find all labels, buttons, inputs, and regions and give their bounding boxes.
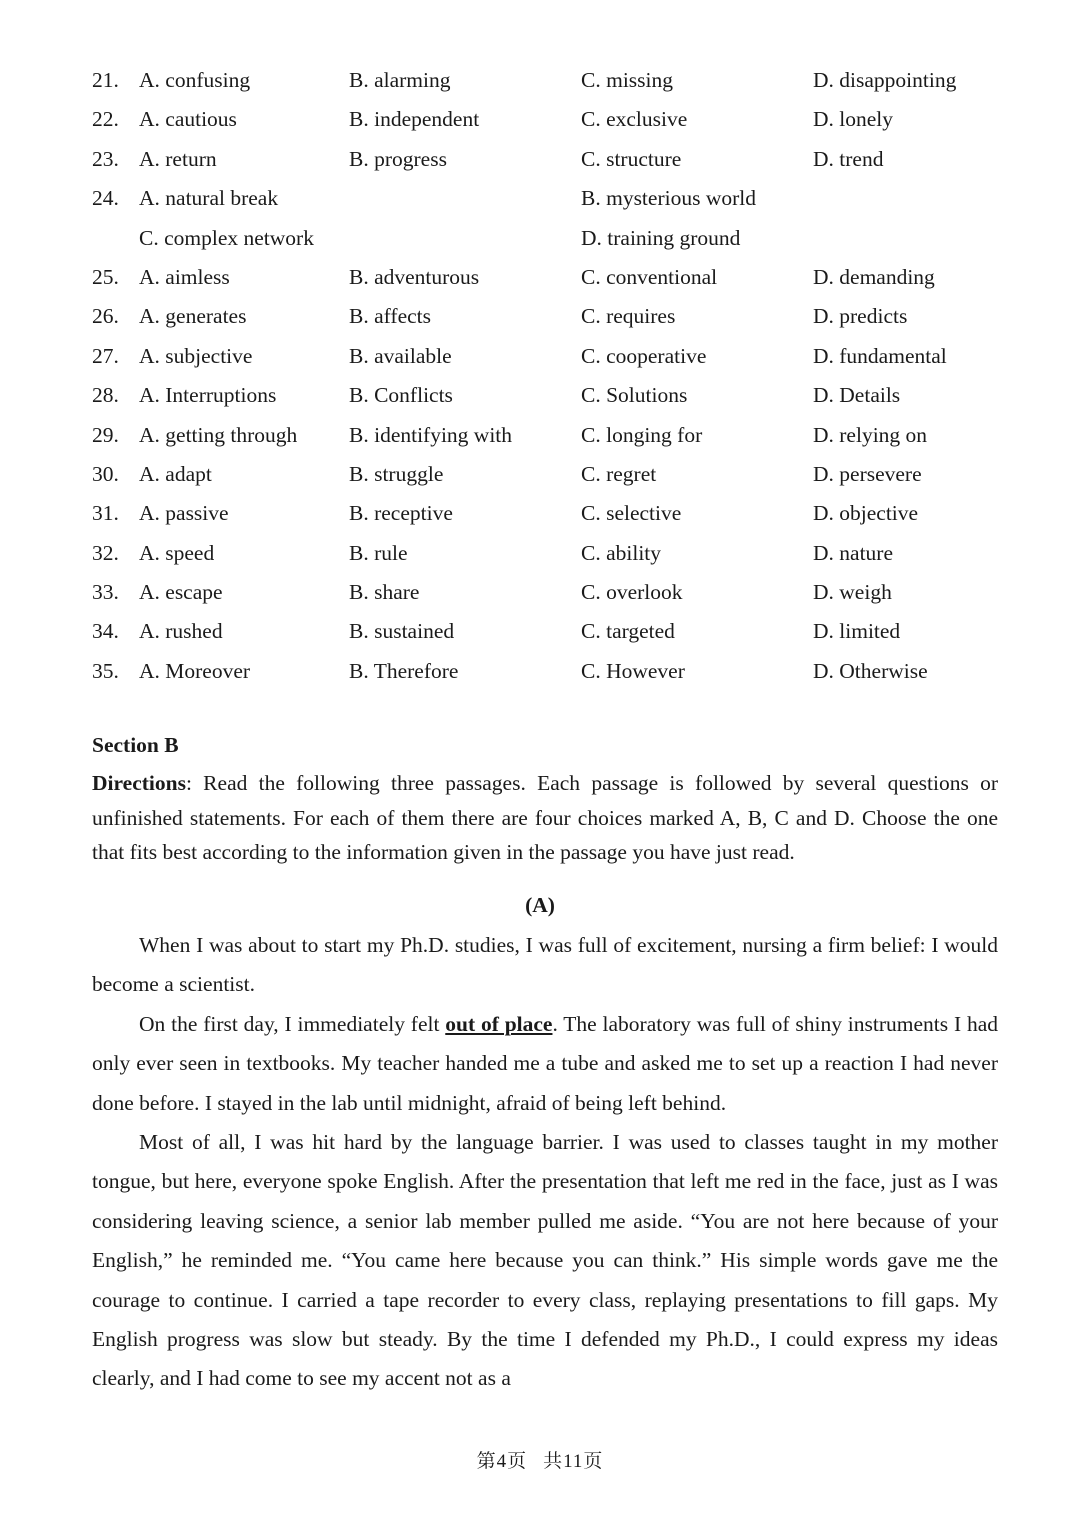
option-d: D. Details (813, 383, 901, 408)
question-number: 27. (92, 343, 119, 368)
question-number: 29. (92, 422, 119, 447)
question-row (92, 297, 1002, 336)
option-b: B. Conflicts (349, 383, 453, 408)
passage-body (92, 926, 998, 1399)
option-a: A. speed (139, 540, 215, 565)
option-b: B. independent (349, 107, 480, 132)
option-c: C. requires (581, 304, 676, 329)
question-row (92, 258, 1002, 297)
option-d: D. demanding (813, 264, 935, 289)
question-number: 22. (92, 107, 119, 132)
question-number: 21. (92, 68, 119, 92)
option-a: A. getting through (139, 422, 298, 447)
underlined-phrase: out of place (445, 1011, 553, 1036)
option-d: D. relying on (813, 422, 928, 447)
option-b: B. share (349, 580, 420, 605)
page-total: 共11页 (543, 1451, 604, 1472)
question-row (92, 61, 1002, 100)
option-d: D. weigh (813, 580, 892, 605)
option-b: B. Therefore (349, 658, 459, 683)
option-d: D. lonely (813, 107, 894, 132)
option-d: D. objective (813, 501, 919, 526)
option-c: C. selective (581, 501, 682, 526)
option-c: C. cooperative (581, 343, 707, 368)
passage-paragraph: When I was about to start my Ph.D. studies, I was full of excitement, nursing a firm belief: I would become a scientist. (92, 933, 998, 997)
option-c: C. However (581, 658, 685, 683)
option-a: A. rushed (139, 619, 223, 644)
option-a: A. Moreover (139, 658, 251, 683)
question-number: 33. (92, 580, 119, 605)
option-c: C. targeted (581, 619, 675, 644)
option-b: B. affects (349, 304, 431, 329)
page-footer (0, 1446, 1080, 1473)
question-number: 24. (92, 186, 119, 211)
question-number: 35. (92, 658, 119, 683)
question-row (92, 612, 1002, 651)
option-c: C. exclusive (581, 107, 688, 132)
question-row (92, 573, 1002, 612)
passage-label: (A) (525, 893, 555, 917)
option-a: A. subjective (139, 343, 253, 368)
option-d: D. persevere (813, 461, 922, 486)
question-row (92, 534, 1002, 573)
question-number: 28. (92, 383, 119, 408)
question-number: 30. (92, 461, 119, 486)
option-c: C. conventional (581, 264, 718, 289)
option-d: D. nature (813, 540, 893, 565)
passage-text: On the first day, I immediately felt (139, 1011, 446, 1036)
question-row (92, 100, 1002, 139)
option-b: B. adventurous (349, 264, 480, 289)
option-a: A. natural break (139, 186, 279, 211)
option-d: D. disappointing (813, 68, 957, 92)
option-d: D. trend (813, 146, 884, 171)
section-title: Section B (92, 733, 179, 757)
option-a: A. Interruptions (139, 383, 277, 408)
passage-text: . The laboratory was full of shiny instruments I had only ever seen in textbooks. My teacher handed me a tube and asked me to set up a reaction I had never done before. I stayed in the lab until midnight, afraid of being left behind. (92, 1011, 998, 1115)
question-row (92, 652, 1002, 691)
question-row (92, 455, 1002, 494)
question-row (92, 179, 1002, 218)
question-number: 31. (92, 501, 119, 526)
option-a: A. adapt (139, 461, 212, 486)
option-d: D. fundamental (813, 343, 947, 368)
option-b: B. alarming (349, 68, 451, 92)
question-row (92, 337, 1002, 376)
question-number: 34. (92, 619, 119, 644)
question-number: 25. (92, 264, 119, 289)
question-row (92, 140, 1002, 179)
page-number: 第4页 (476, 1451, 528, 1472)
option-a: A. cautious (139, 107, 237, 132)
option-c: C. missing (581, 68, 673, 92)
option-c: B. mysterious world (581, 186, 756, 211)
option-b: B. identifying with (349, 422, 513, 447)
option-a: A. passive (139, 501, 229, 526)
option-c: C. overlook (581, 580, 683, 605)
option-c: C. ability (581, 540, 662, 565)
option-c: C. longing for (581, 422, 703, 447)
option-a: C. complex network (139, 225, 314, 250)
option-c: C. Solutions (581, 383, 688, 408)
option-a: A. confusing (139, 68, 251, 92)
passage-paragraph: Most of all, I was hit hard by the language barrier. I was used to classes taught in my mother tongue, but here, everyone spoke English. After the presentation that left me red in the face, just as I was considering leaving science, a senior lab member pulled me aside. “You are not here because of your English,” he reminded me. “You came here because you can think.” His simple words gave me the courage to continue. I carried a tape recorder to every class, replaying presentations to fill gaps. My English progress was slow but steady. By the time I defended my Ph.D., I could express my ideas clearly, and I had come to see my accent not as a (92, 1130, 998, 1391)
question-number: 26. (92, 304, 119, 329)
option-c: D. training ground (581, 225, 741, 250)
question-row (92, 494, 1002, 533)
option-a: A. aimless (139, 264, 230, 289)
question-options-list (92, 61, 1002, 691)
directions-label: Directions (92, 771, 186, 795)
option-a: A. escape (139, 580, 223, 605)
option-c: C. regret (581, 461, 657, 486)
passage-paragraph (92, 1005, 998, 1123)
option-d: D. limited (813, 619, 901, 644)
option-c: C. structure (581, 146, 682, 171)
question-row (92, 376, 1002, 415)
option-d: D. Otherwise (813, 658, 928, 683)
directions-text: : Read the following three passages. Each passage is followed by several questions or unfinished statements. For each of them there are four choices marked A, B, C and D. Choose the one that fits best according to the information given in the passage you have just read. (92, 771, 998, 865)
option-b: B. sustained (349, 619, 455, 644)
option-a: A. return (139, 146, 217, 171)
section-directions (92, 766, 998, 870)
option-d: D. predicts (813, 304, 908, 329)
option-b: B. available (349, 343, 452, 368)
option-b: B. struggle (349, 461, 444, 486)
option-b: B. receptive (349, 501, 453, 526)
question-row (92, 416, 1002, 455)
option-b: B. progress (349, 146, 447, 171)
question-number: 32. (92, 540, 119, 565)
question-number: 23. (92, 146, 119, 171)
option-a: A. generates (139, 304, 247, 329)
option-b: B. rule (349, 540, 408, 565)
question-row (92, 219, 1002, 258)
